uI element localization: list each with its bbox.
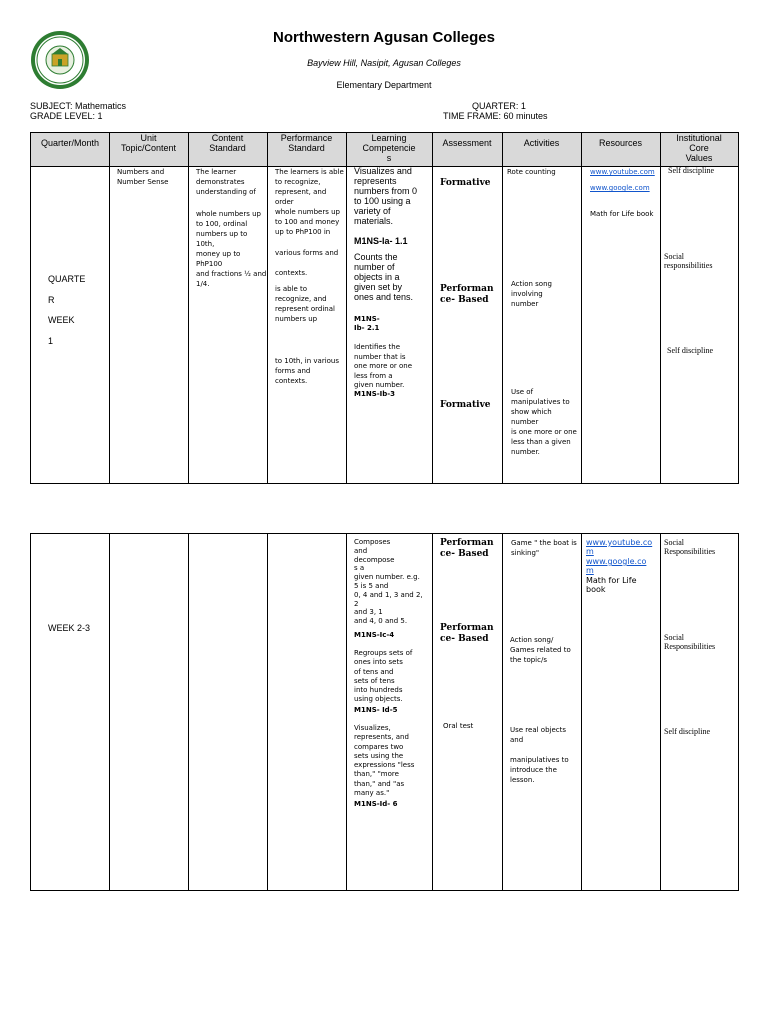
week1-competency-code-3: M1NS-Ib-3 (354, 390, 396, 398)
week23-activity-1: Game " the boat is sinking" (511, 539, 577, 557)
week1-resource-google-link[interactable]: www.google.com (590, 184, 650, 192)
header-quarter-month: Quarter/Month (40, 138, 100, 148)
header-resources: Resources (598, 138, 643, 148)
header-assessment: Assessment (442, 138, 492, 148)
week1-performance-standard-e: to 10th, in various forms and contexts. (275, 357, 340, 385)
time-frame-label: TIME FRAME: 60 minutes (443, 111, 548, 121)
institution-name: Northwestern Agusan Colleges (273, 29, 495, 46)
week1-content-standard-intro: The learner demonstrates understanding of (196, 168, 256, 196)
institution-address: Bayview Hill, Nasipit, Agusan Colleges (307, 58, 461, 68)
week23-activity-2: Action song/ Games related to the topic/s (510, 636, 571, 664)
week1-core-value-3: Self discipline (667, 346, 713, 355)
week1-content-standard-body: whole numbers up to 100, ordinal numbers up to 10th, money up to PhP100 and fractions ½ and 1/4. (196, 210, 267, 288)
header-content-standard: Content Standard (209, 133, 246, 153)
week23-core-value-3: Self discipline (664, 727, 710, 736)
curriculum-table-week2-3 (30, 533, 739, 891)
week1-competency-1: Visualizes and represents numbers from 0 to 100 using a variety of materials. (354, 166, 418, 226)
week1-resource-book: Math for Life book (590, 210, 654, 218)
week23-resource-youtube-link[interactable]: www.youtube.co m (586, 538, 653, 556)
week1-performance-standard-d: is able to recognize, and represent ordinal numbers up (275, 285, 335, 323)
week23-competency-1: Composes and decompose s a given number. e.g. 5 is 5 and 0, 4 and 1, 3 and 2, 2 and 3, 1 and 4, 0 and 5. (354, 538, 423, 626)
week1-assessment-1: Formative (440, 178, 491, 188)
week1-activity-1: Rote counting (507, 168, 556, 176)
week1-competency-code-1: M1NS-Ia- 1.1 (354, 236, 408, 246)
header-unit-topic: Unit Topic/Content (120, 133, 177, 153)
week23-competency-2: Regroups sets of ones into sets of tens and sets of tens into hundreds using objects. (354, 649, 413, 704)
week1-assessment-3: Formative (440, 400, 491, 410)
week1-competency-3: Identifies the number that is one more or one less from a given number. (354, 343, 413, 389)
header-learning-competencies: Learning Competencie s (362, 133, 416, 163)
curriculum-table-week1 (30, 132, 739, 484)
week1-quarter-month: QUARTE R WEEK 1 (48, 274, 86, 346)
department-name: Elementary Department (336, 80, 432, 90)
week23-assessment-1: Performan ce- Based (440, 538, 494, 559)
week1-assessment-2: Performan ce- Based (440, 284, 494, 305)
week1-performance-standard-c: contexts. (275, 269, 308, 277)
week1-activity-3: Use of manipulatives to show which number is one more or one less than a given number. (511, 388, 577, 456)
week1-performance-standard-a: The learners is able to recognize, represent, and order whole numbers up to 100 and money up to PhP100 in (275, 168, 344, 236)
week23-resource-book: Math for Life book (586, 576, 637, 594)
quarter-label: QUARTER: 1 (472, 101, 526, 111)
week1-competency-2: Counts the number of objects in a given set by ones and tens. (354, 252, 414, 302)
week23-core-value-1: Social Responsibilities (664, 538, 716, 556)
header-activities: Activities (523, 138, 560, 148)
header-core-values: Institutional Core Values (676, 133, 722, 163)
week23-core-value-2: Social Responsibilities (664, 633, 716, 651)
grade-level-label: GRADE LEVEL: 1 (30, 111, 103, 121)
week1-unit-topic: Numbers and Number Sense (117, 168, 169, 186)
week23-competency-3: Visualizes, represents, and compares two sets using the expressions "less than," "more than," and "as many as." (354, 724, 415, 798)
week23-assessment-3: Oral test (443, 722, 474, 730)
week23-competency-code-2: M1NS- Id-5 (354, 706, 398, 714)
week23-resource-google-link[interactable]: www.google.co m (586, 557, 647, 575)
week1-activity-2: Action song involving number (511, 280, 552, 308)
week23-quarter-month: WEEK 2-3 (48, 623, 91, 633)
week1-core-value-2: Social responsibilities (664, 252, 713, 270)
week1-competency-code-2: M1NS- Ib- 2.1 (354, 315, 380, 332)
week23-assessment-2: Performan ce- Based (440, 623, 494, 644)
subject-label: SUBJECT: Mathematics (30, 101, 127, 111)
week23-competency-code-3: M1NS-Id- 6 (354, 800, 398, 808)
week1-resource-youtube-link[interactable]: www.youtube.com (590, 168, 655, 176)
week1-core-value-1: Self discipline (668, 166, 714, 175)
week23-activity-3: Use real objects and manipulatives to introduce the lesson. (510, 726, 569, 784)
week1-performance-standard-b: various forms and (275, 249, 339, 257)
week23-competency-code-1: M1NS-Ic-4 (354, 631, 395, 639)
header-performance-standard: Performance Standard (280, 133, 333, 153)
